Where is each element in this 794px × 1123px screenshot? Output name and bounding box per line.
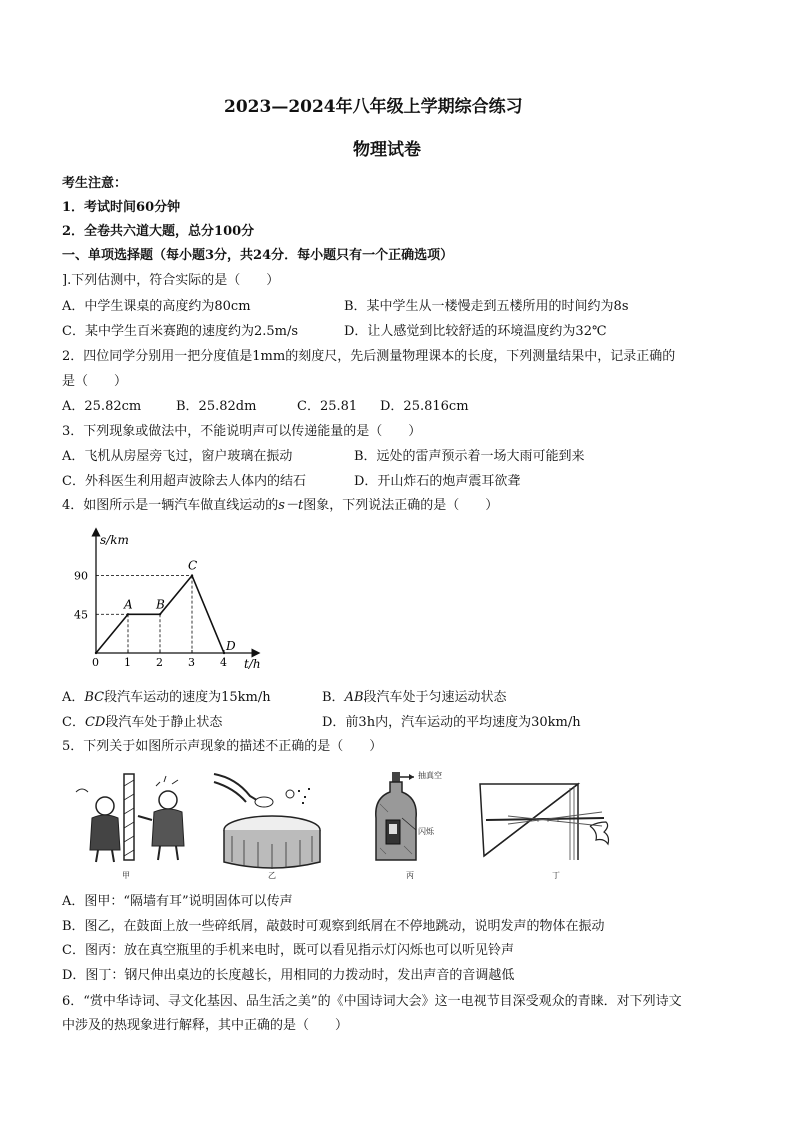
q4-option-c <box>62 714 222 732</box>
q3-option-d: D．开山炸石的炮声震耳欲聋 <box>354 474 521 489</box>
section-heading: 一、单项选择题（每小题3分，共24分．每小题只有一个正确选项） <box>62 248 454 263</box>
page-subtitle: 物理试卷 <box>353 140 421 160</box>
figure-yi-illustration <box>212 770 332 870</box>
q1-option-a: A．中学生课桌的高度约为80cm <box>62 299 251 314</box>
q3-option-c: C．外科医生利用超声波除去人体内的结石 <box>62 474 306 489</box>
q4-stem-pre: 4．如图所示是一辆汽车做直线运动的 <box>62 498 279 513</box>
x-axis-label: t/h <box>244 657 261 671</box>
caption-yi: 乙 <box>268 871 276 880</box>
caption-jia: 甲 <box>122 871 130 880</box>
q5-option-b: B．图乙，在鼓面上放一些碎纸屑，敲鼓时可观察到纸屑在不停地跳动，说明发声的物体在振动 <box>62 919 605 934</box>
q6-stem-line1: 6．“赏中华诗词、寻文化基因、品生活之美”的《中国诗词大会》这一电视节目深受观众的青睐．对下列诗文 <box>62 994 682 1009</box>
q1-option-b: B．某中学生从一楼慢走到五楼所用的时间约为8s <box>344 299 629 314</box>
q4-stem-var: s－t <box>278 498 304 513</box>
q4-option-a <box>62 689 271 707</box>
q4-c-var: CD <box>84 715 106 730</box>
point-label-B: B <box>156 597 165 612</box>
y-axis-label: s/km <box>100 533 129 547</box>
q4-c-label: C． <box>62 715 85 730</box>
q2-option-b: B．25.82dm <box>176 399 257 414</box>
q4-b-var: AB <box>344 690 364 705</box>
y-tick-90: 90 <box>74 569 88 583</box>
q1-option-c: C．某中学生百米赛跑的速度约为2.5m/s <box>62 324 298 339</box>
q2-option-c: C．25.81 <box>297 399 358 414</box>
q1-stem: ].下列估测中，符合实际的是（ ） <box>62 273 280 288</box>
q2-option-d: D．25.816cm <box>380 399 469 414</box>
q3-option-a: A．飞机从房屋旁飞过，窗户玻璃在振动 <box>62 449 293 464</box>
page-title: 2023—2024年八年级上学期综合练习 <box>224 97 523 117</box>
data-point-2 <box>159 613 161 615</box>
q4-c-text: 段汽车处于静止状态 <box>105 715 223 730</box>
caption-ding: 丁 <box>552 871 560 880</box>
q4-a-text: 段汽车运动的速度为15km/h <box>104 690 271 705</box>
notice-item-1: 1．考试时间60分钟 <box>62 200 181 215</box>
point-labels <box>123 559 236 653</box>
figure-ding-illustration <box>478 774 618 864</box>
y-tick-labels <box>74 570 88 622</box>
data-point-1 <box>127 613 129 615</box>
notice-item-2: 2．全卷共六道大题，总分100分 <box>62 224 255 239</box>
x-tick-2: 2 <box>156 656 163 669</box>
notice-heading: 考生注意： <box>62 176 128 191</box>
point-label-A: A <box>124 597 133 612</box>
pump-label: 抽真空 <box>418 771 442 780</box>
q1-option-d: D．让人感觉到比较舒适的环境温度约为32℃ <box>344 324 607 339</box>
q4-b-label: B． <box>322 690 345 705</box>
figure-jia-illustration <box>72 770 192 870</box>
q4-option-d: D．前3h内，汽车运动的平均速度为30km/h <box>322 715 581 730</box>
q6-stem-line2: 中涉及的热现象进行解释，其中正确的是（ ） <box>62 1018 349 1033</box>
q4-option-b <box>322 689 507 707</box>
x-tick-0: 0 <box>92 656 99 669</box>
data-point-0 <box>95 652 97 654</box>
q5-option-d: D．图丁：钢尺伸出桌边的长度越长，用相同的力拨动时，发出声音的音调越低 <box>62 968 515 983</box>
flash-label: 闪烁 <box>418 827 434 836</box>
caption-bing: 丙 <box>406 871 414 880</box>
x-tick-3: 3 <box>188 656 195 669</box>
st-graph <box>72 522 272 672</box>
data-point-3 <box>191 574 193 576</box>
q4-stem <box>62 497 498 515</box>
q2-option-a: A．25.82cm <box>62 399 142 414</box>
q4-a-var: BC <box>84 690 105 705</box>
q3-stem: 3．下列现象或做法中，不能说明声可以传递能量的是（ ） <box>62 424 422 439</box>
q5-stem: 5．下列关于如图所示声现象的描述不正确的是（ ） <box>62 739 383 754</box>
q5-option-c: C．图丙：放在真空瓶里的手机来电时，既可以看见指示灯闪烁也可以听见铃声 <box>62 943 514 958</box>
q2-stem-line2: 是（ ） <box>62 374 128 389</box>
q2-stem-line1: 2．四位同学分别用一把分度值是1mm的刻度尺，先后测量物理课本的长度，下列测量结果中，记录正确的 <box>62 349 676 364</box>
q4-a-label: A． <box>62 690 85 705</box>
x-tick-1: 1 <box>124 656 131 669</box>
q3-option-b: B．远处的雷声预示着一场大雨可能到来 <box>354 449 585 464</box>
q4-b-text: 段汽车处于匀速运动状态 <box>363 690 507 705</box>
y-tick-45: 45 <box>74 608 88 622</box>
x-tick-4: 4 <box>220 656 227 669</box>
q5-option-a: A．图甲：“隔墙有耳”说明固体可以传声 <box>62 894 293 909</box>
figure-bing-illustration <box>368 768 458 868</box>
q4-stem-post: 图象，下列说法正确的是（ ） <box>303 498 499 513</box>
point-label-C: C <box>188 558 198 573</box>
point-label-D: D <box>226 639 236 653</box>
